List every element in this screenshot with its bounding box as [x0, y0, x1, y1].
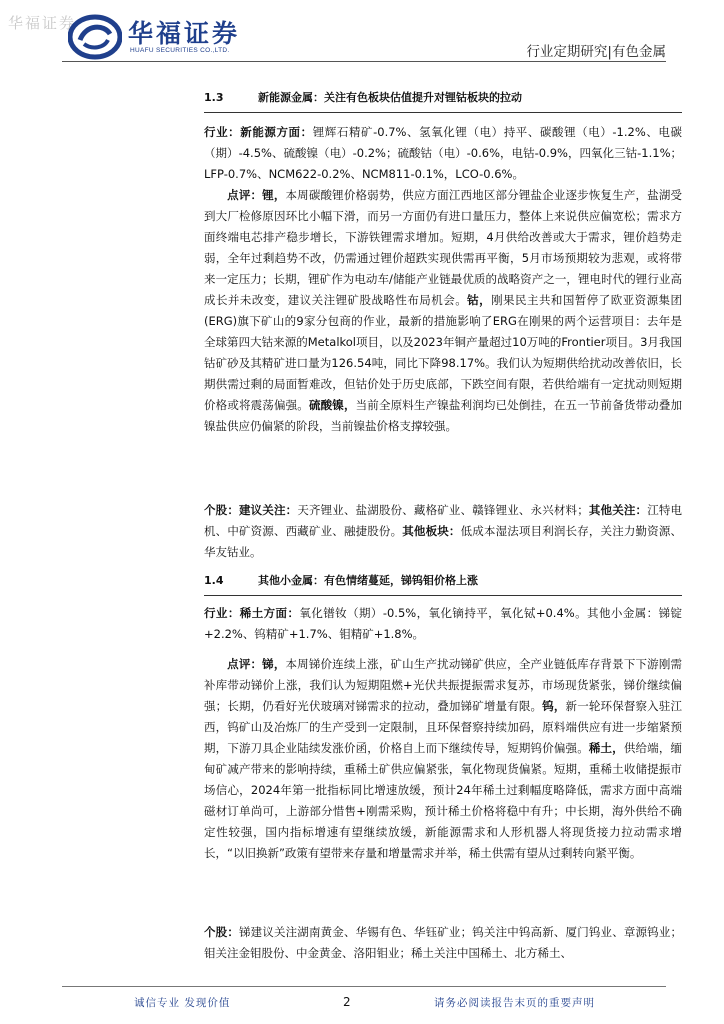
section-number: 1.4 — [204, 574, 224, 587]
footer-disclaimer-note: 请务必阅读报告末页的重要声明 — [434, 997, 595, 1009]
section-number: 1.3 — [204, 91, 224, 104]
watermark: 华福证券 — [8, 14, 77, 32]
stocks-text: 天齐锂业、盐湖股份、藏格矿业、赣锋锂业、永兴材料； — [297, 503, 589, 517]
cobalt-label: 钴， — [467, 293, 492, 307]
stocks-label-other: 其他关注： — [588, 503, 648, 517]
nickel-sulfate-label: 硫酸镍， — [308, 398, 356, 412]
lithium-text: 本周碳酸锂价格弱势，供应方面江西地区部分锂盐企业逐步恢复生产，盐湖受到大厂检修原因环比小幅下滑，而另一方面仍有进口量压力，整体上来说供应偏宽松；需求方面终端电芯排产稳步增长，下游铁锂需求增加。短期，4月供给改善或大于需求，锂价趋势走弱，全年过剩趋势不改，仍需通过锂价超跌实现供需再平衡，5月市场预期较为悲观，或将带来一定压力；长期，锂矿作为电动车/储能产业链最优质的战略资产之一，锂电时代的锂行业高成长并未改变，建议关注锂矿股战略性布局机会。 — [204, 188, 683, 307]
industry-label: 行业：稀土方面： — [204, 606, 300, 620]
tungsten-label: 钨， — [542, 699, 566, 713]
company-logo-icon — [68, 14, 122, 60]
tungsten-text: 新一轮环保督察入驻江西，钨矿山及冶炼厂的生产受到一定限制，且环保督察持续加码，原料端供应有进一步缩紧预期，下游刀具企业陆续发涨价函，价格自上而下继续传导，短期钨价偏强。 — [204, 699, 683, 755]
industry-text: 氧化镨钕（期）-0.5%，氧化镝持平，氧化铽+0.4%。其他小金属：锑锭+2.2%、钨精矿+1.7%、钼精矿+1.8%。 — [204, 606, 683, 641]
stocks-paragraph-new-energy — [204, 500, 682, 563]
section-title: 新能源金属：关注有色板块估值提升对锂钴板块的拉动 — [258, 91, 522, 104]
stocks-label: 个股： — [204, 925, 239, 939]
stocks-text-sector: 低成本湿法项目利润长存，关注力勤资源、华友钴业。 — [204, 524, 683, 559]
footer-slogan: 诚信专业 发现价值 — [134, 997, 231, 1009]
section-heading-1-3 — [204, 89, 682, 107]
comment-paragraph-minor-metals — [204, 654, 682, 864]
stocks-text: 锑建议关注湖南黄金、华锡有色、华钰矿业；钨关注中钨高新、厦门钨业、章源钨业；钼关注金钼股份、中金黄金、洛阳钼业；稀土关注中国稀土、北方稀土、 — [204, 925, 683, 960]
industry-paragraph-new-energy — [204, 122, 682, 185]
cobalt-text: 刚果民主共和国暂停了欧亚资源集团(ERG)旗下矿山的9家分包商的作业，最新的措施影响了ERG在刚果的两个运营项目：去年是全球第四大钴来源的Metalkol项目，以及2023年铜产量超过10万吨的Frontier项目。3月我国钴矿砂及其精矿进口量为126.54吨，同比下降98.17%。我们认为短期供给扰动改善依旧，长期供需过剩的局面暂难改，但钴价处于历史底部，下跌空间有限，若供给端有一定扰动则短期价格或将震荡偏强。 — [204, 293, 683, 412]
rare-earth-text: 供给端，缅甸矿减产带来的影响持续，重稀土矿供应偏紧张，氧化物现货偏紧。短期，重稀土收储提振市场信心，2024年第一批指标同比增速放缓，预计24年稀土过剩幅度略降低，需求方面中高端磁材订单尚可，上游部分惜售+刚需采购，预计稀土价格将稳中有升；中长期，海外供给不确定性较强，国内指标增速有望继续放缓，新能源需求和人形机器人将现货接力拉动需求增长，“以旧换新”政策有望带来存量和增量需求并举，稀土供需有望从过剩转向紧平衡。 — [204, 741, 683, 860]
footer-divider — [62, 986, 666, 987]
antimony-label: 锑， — [262, 657, 286, 671]
stocks-label-sector: 其他板块： — [402, 524, 461, 538]
logo-english-name: HUAFU SECURITIES CO.,LTD. — [130, 47, 230, 54]
comment-label: 点评： — [227, 657, 263, 671]
stocks-label: 个股：建议关注： — [204, 503, 298, 517]
report-type-header: 行业定期研究|有色金属 — [526, 44, 666, 60]
section-divider — [204, 112, 682, 113]
header-divider — [62, 61, 666, 62]
comment-label: 点评： — [227, 188, 263, 202]
rare-earth-label: 稀土， — [588, 741, 624, 755]
page-number: 2 — [343, 995, 351, 1009]
industry-label: 行业：新能源方面： — [204, 125, 313, 139]
section-heading-1-4 — [204, 572, 682, 590]
lithium-label: 锂， — [262, 188, 286, 202]
section-title: 其他小金属：有色情绪蔓延，锑钨钼价格上涨 — [258, 574, 478, 587]
comment-paragraph-new-energy — [204, 185, 682, 437]
stocks-paragraph-minor-metals — [204, 922, 682, 964]
industry-text: 锂辉石精矿-0.7%、氢氧化锂（电）持平、碳酸锂（电）-1.2%、电碳（期）-4.5%、硫酸镍（电）-0.2%；硫酸钴（电）-0.6%，电钴-0.9%，四氧化三钴-1.1%；LFP-0.7%、NCM622-0.2%、NCM811-0.1%，LCO-0.6%。 — [204, 125, 683, 181]
nickel-sulfate-text: 当前全原料生产镍盐利润均已处倒挂，在五一节前备货带动叠加镍盐供应仍偏紧的阶段，当前镍盐价格支撑较强。 — [204, 398, 683, 433]
stocks-text-other: 江特电机、中矿资源、西藏矿业、融捷股份。 — [204, 503, 683, 538]
antimony-text: 本周锑价连续上涨，矿山生产扰动锑矿供应，全产业链低库存背景下下游刚需补库带动锑价上涨，我们认为短期阻燃+光伏共振提振需求复苏，市场现货紧张，锑价继续偏强；长期，仍看好光伏玻璃对锑需求的拉动，叠加锑矿增量有限。 — [204, 657, 683, 713]
logo-chinese-name: 华福证券 — [128, 19, 241, 48]
industry-paragraph-minor-metals — [204, 603, 682, 645]
section-divider — [204, 595, 682, 596]
